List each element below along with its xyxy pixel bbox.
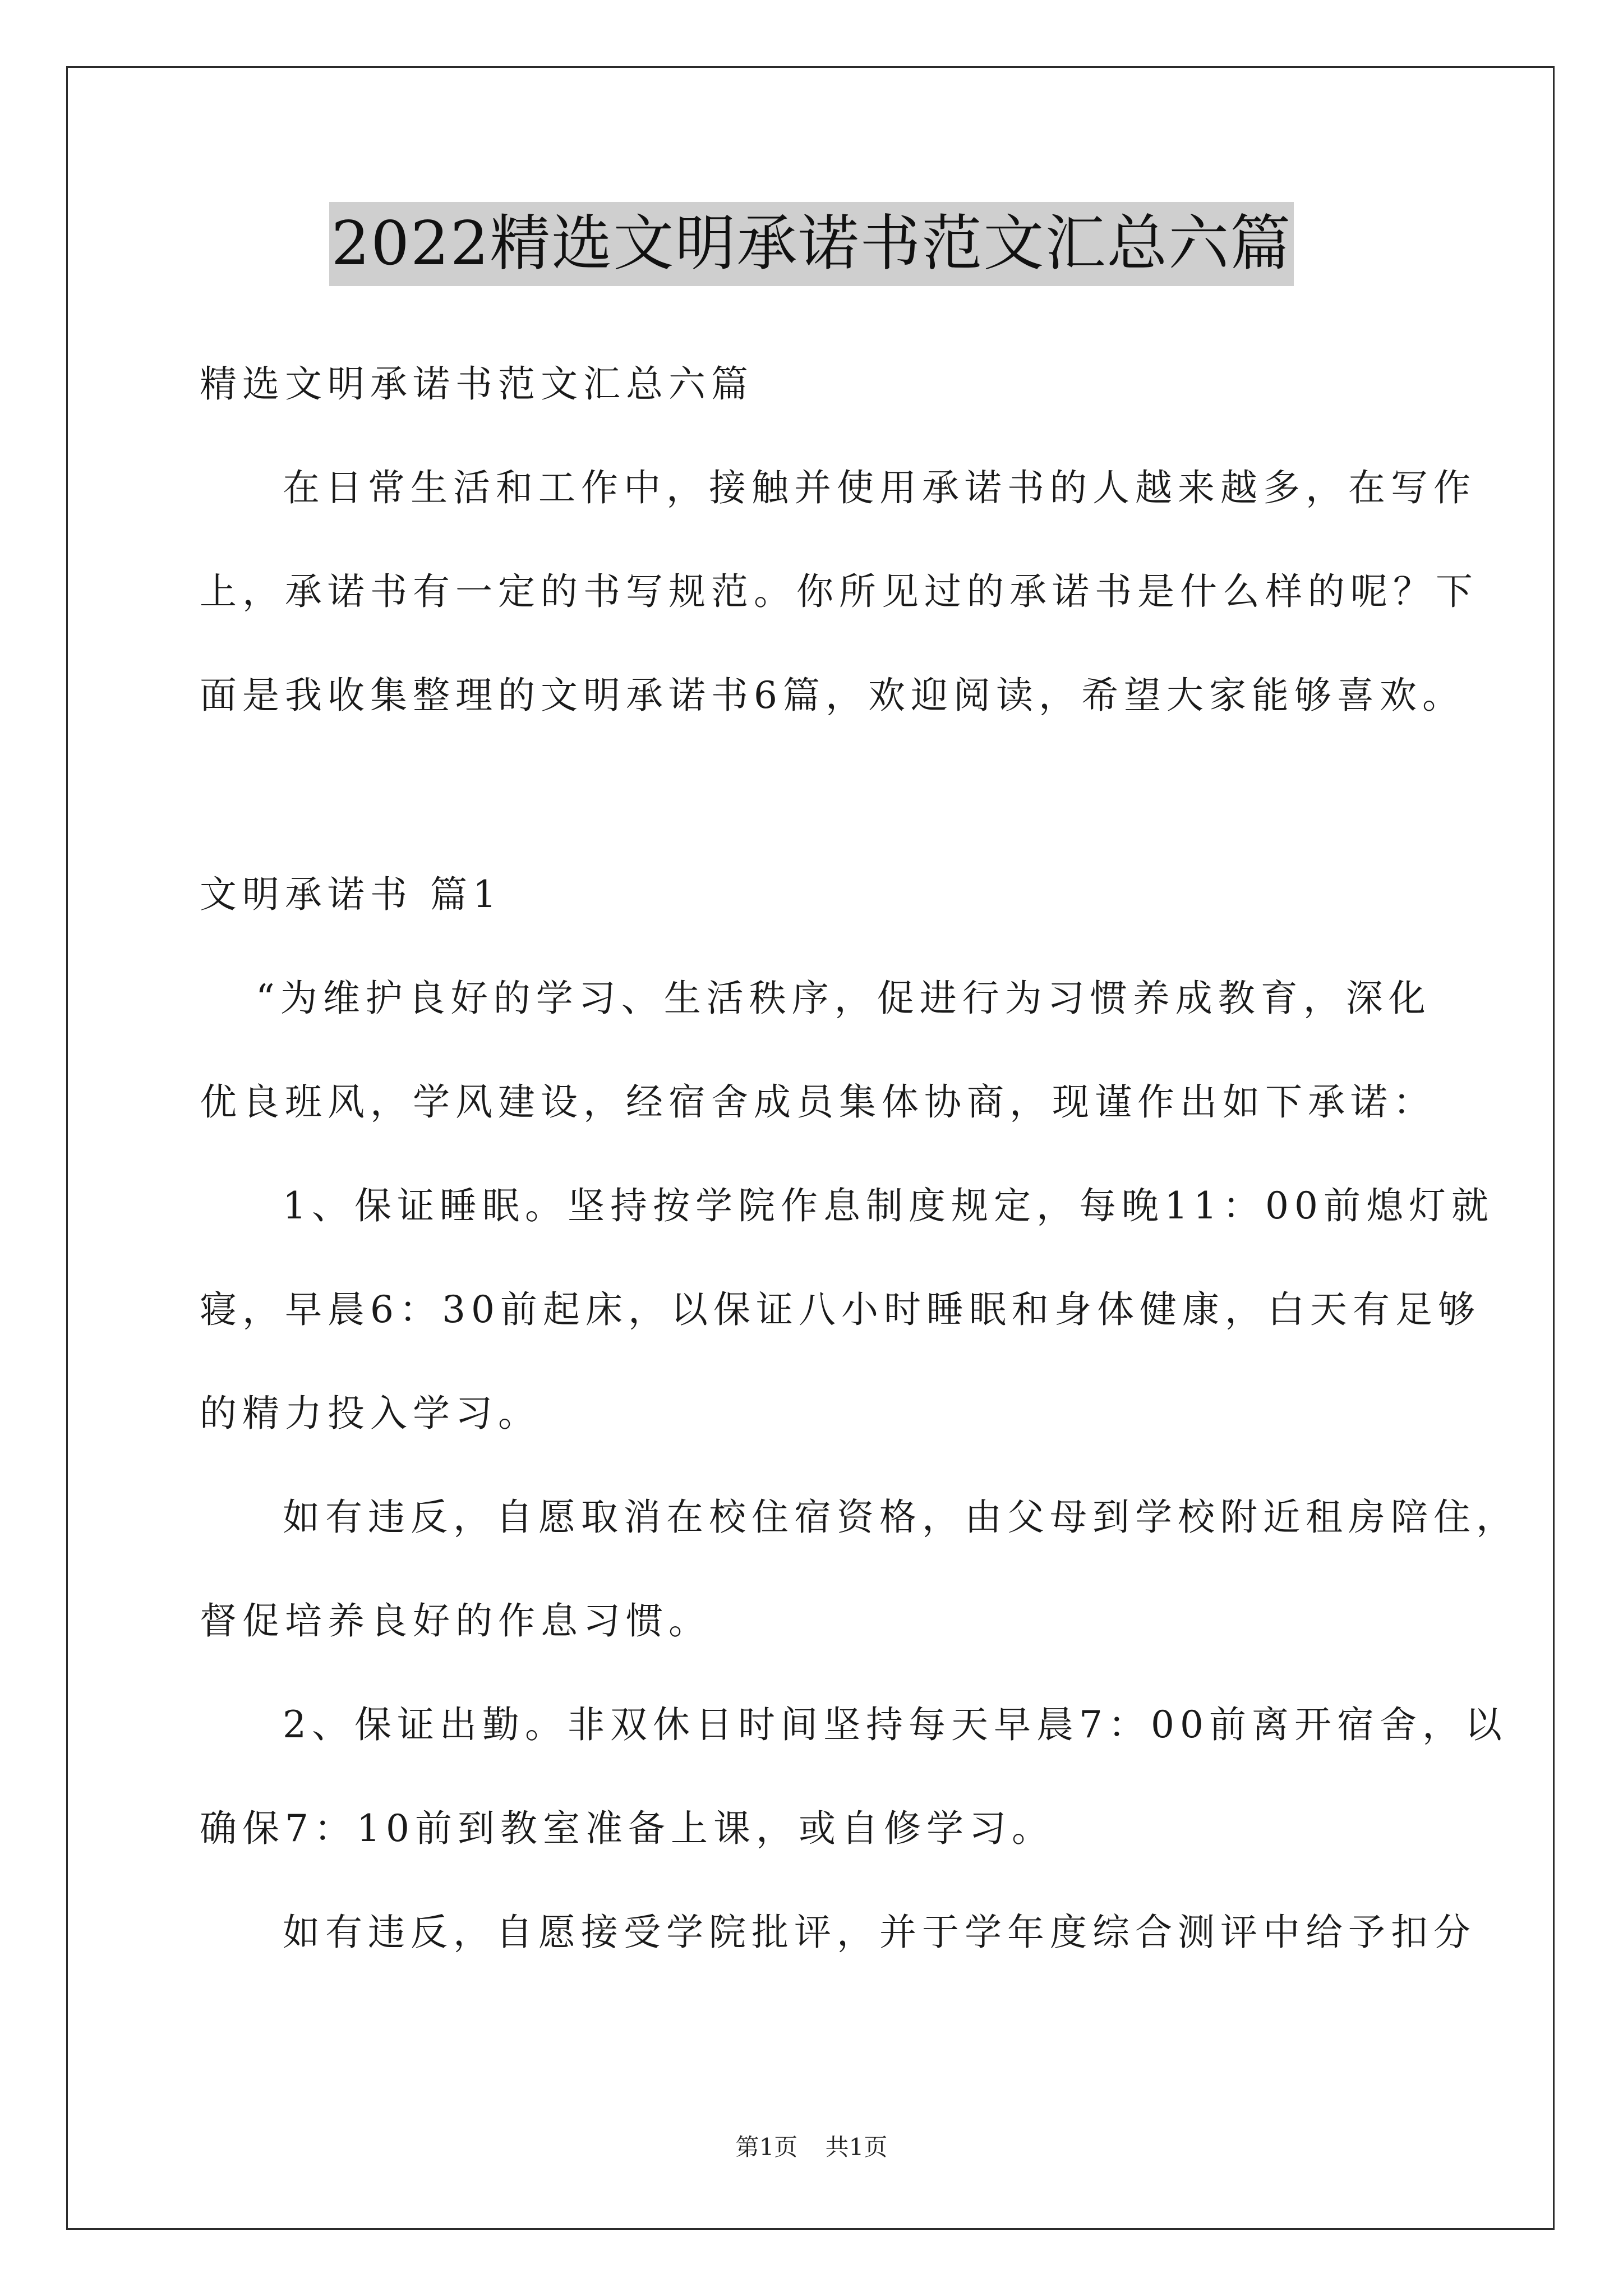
section-heading: 文明承诺书 篇1 [200,873,502,916]
document-title: 2022精选文明承诺书范文汇总六篇 [329,202,1294,286]
paragraph-line: 在日常生活和工作中，接触并使用承诺书的人越来越多，在写作 [283,466,1476,509]
paragraph-line: 优良班风，学风建设，经宿舍成员集体协商，现谨作出如下承诺： [200,1080,1436,1124]
paragraph-line: 督促培养良好的作息习惯。 [200,1599,711,1642]
paragraph-line: 面是我收集整理的文明承诺书6篇，欢迎阅读，希望大家能够喜欢。 [200,674,1465,717]
paragraph-line: “为维护良好的学习、生活秩序，促进行为习惯养成教育，深化 [256,977,1431,1020]
page-footer [0,2129,1623,2162]
page-number: 第1页 [735,2133,798,2161]
paragraph-line: 的精力投入学习。 [200,1392,541,1435]
paragraph-line: 2、保证出勤。非双休日时间坚持每天早晨7：00前离开宿舍，以 [283,1703,1507,1746]
page-total: 共1页 [825,2133,888,2161]
title-container [0,202,1623,286]
document-subtitle: 精选文明承诺书范文汇总六篇 [200,362,754,406]
paragraph-line: 如有违反，自愿接受学院批评，并于学年度综合测评中给予扣分 [283,1911,1476,1954]
paragraph-line: 上，承诺书有一定的书写规范。你所见过的承诺书是什么样的呢？下 [200,570,1478,613]
paragraph-line: 1、保证睡眠。坚持按学院作息制度规定，每晚11：00前熄灯就 [283,1184,1494,1227]
paragraph-line: 确保7：10前到教室准备上课，或自修学习。 [200,1807,1054,1850]
paragraph-line: 如有违反，自愿取消在校住宿资格，由父母到学校附近租房陪住， [283,1496,1519,1539]
paragraph-line: 寝，早晨6：30前起床，以保证八小时睡眠和身体健康，白天有足够 [200,1288,1481,1331]
